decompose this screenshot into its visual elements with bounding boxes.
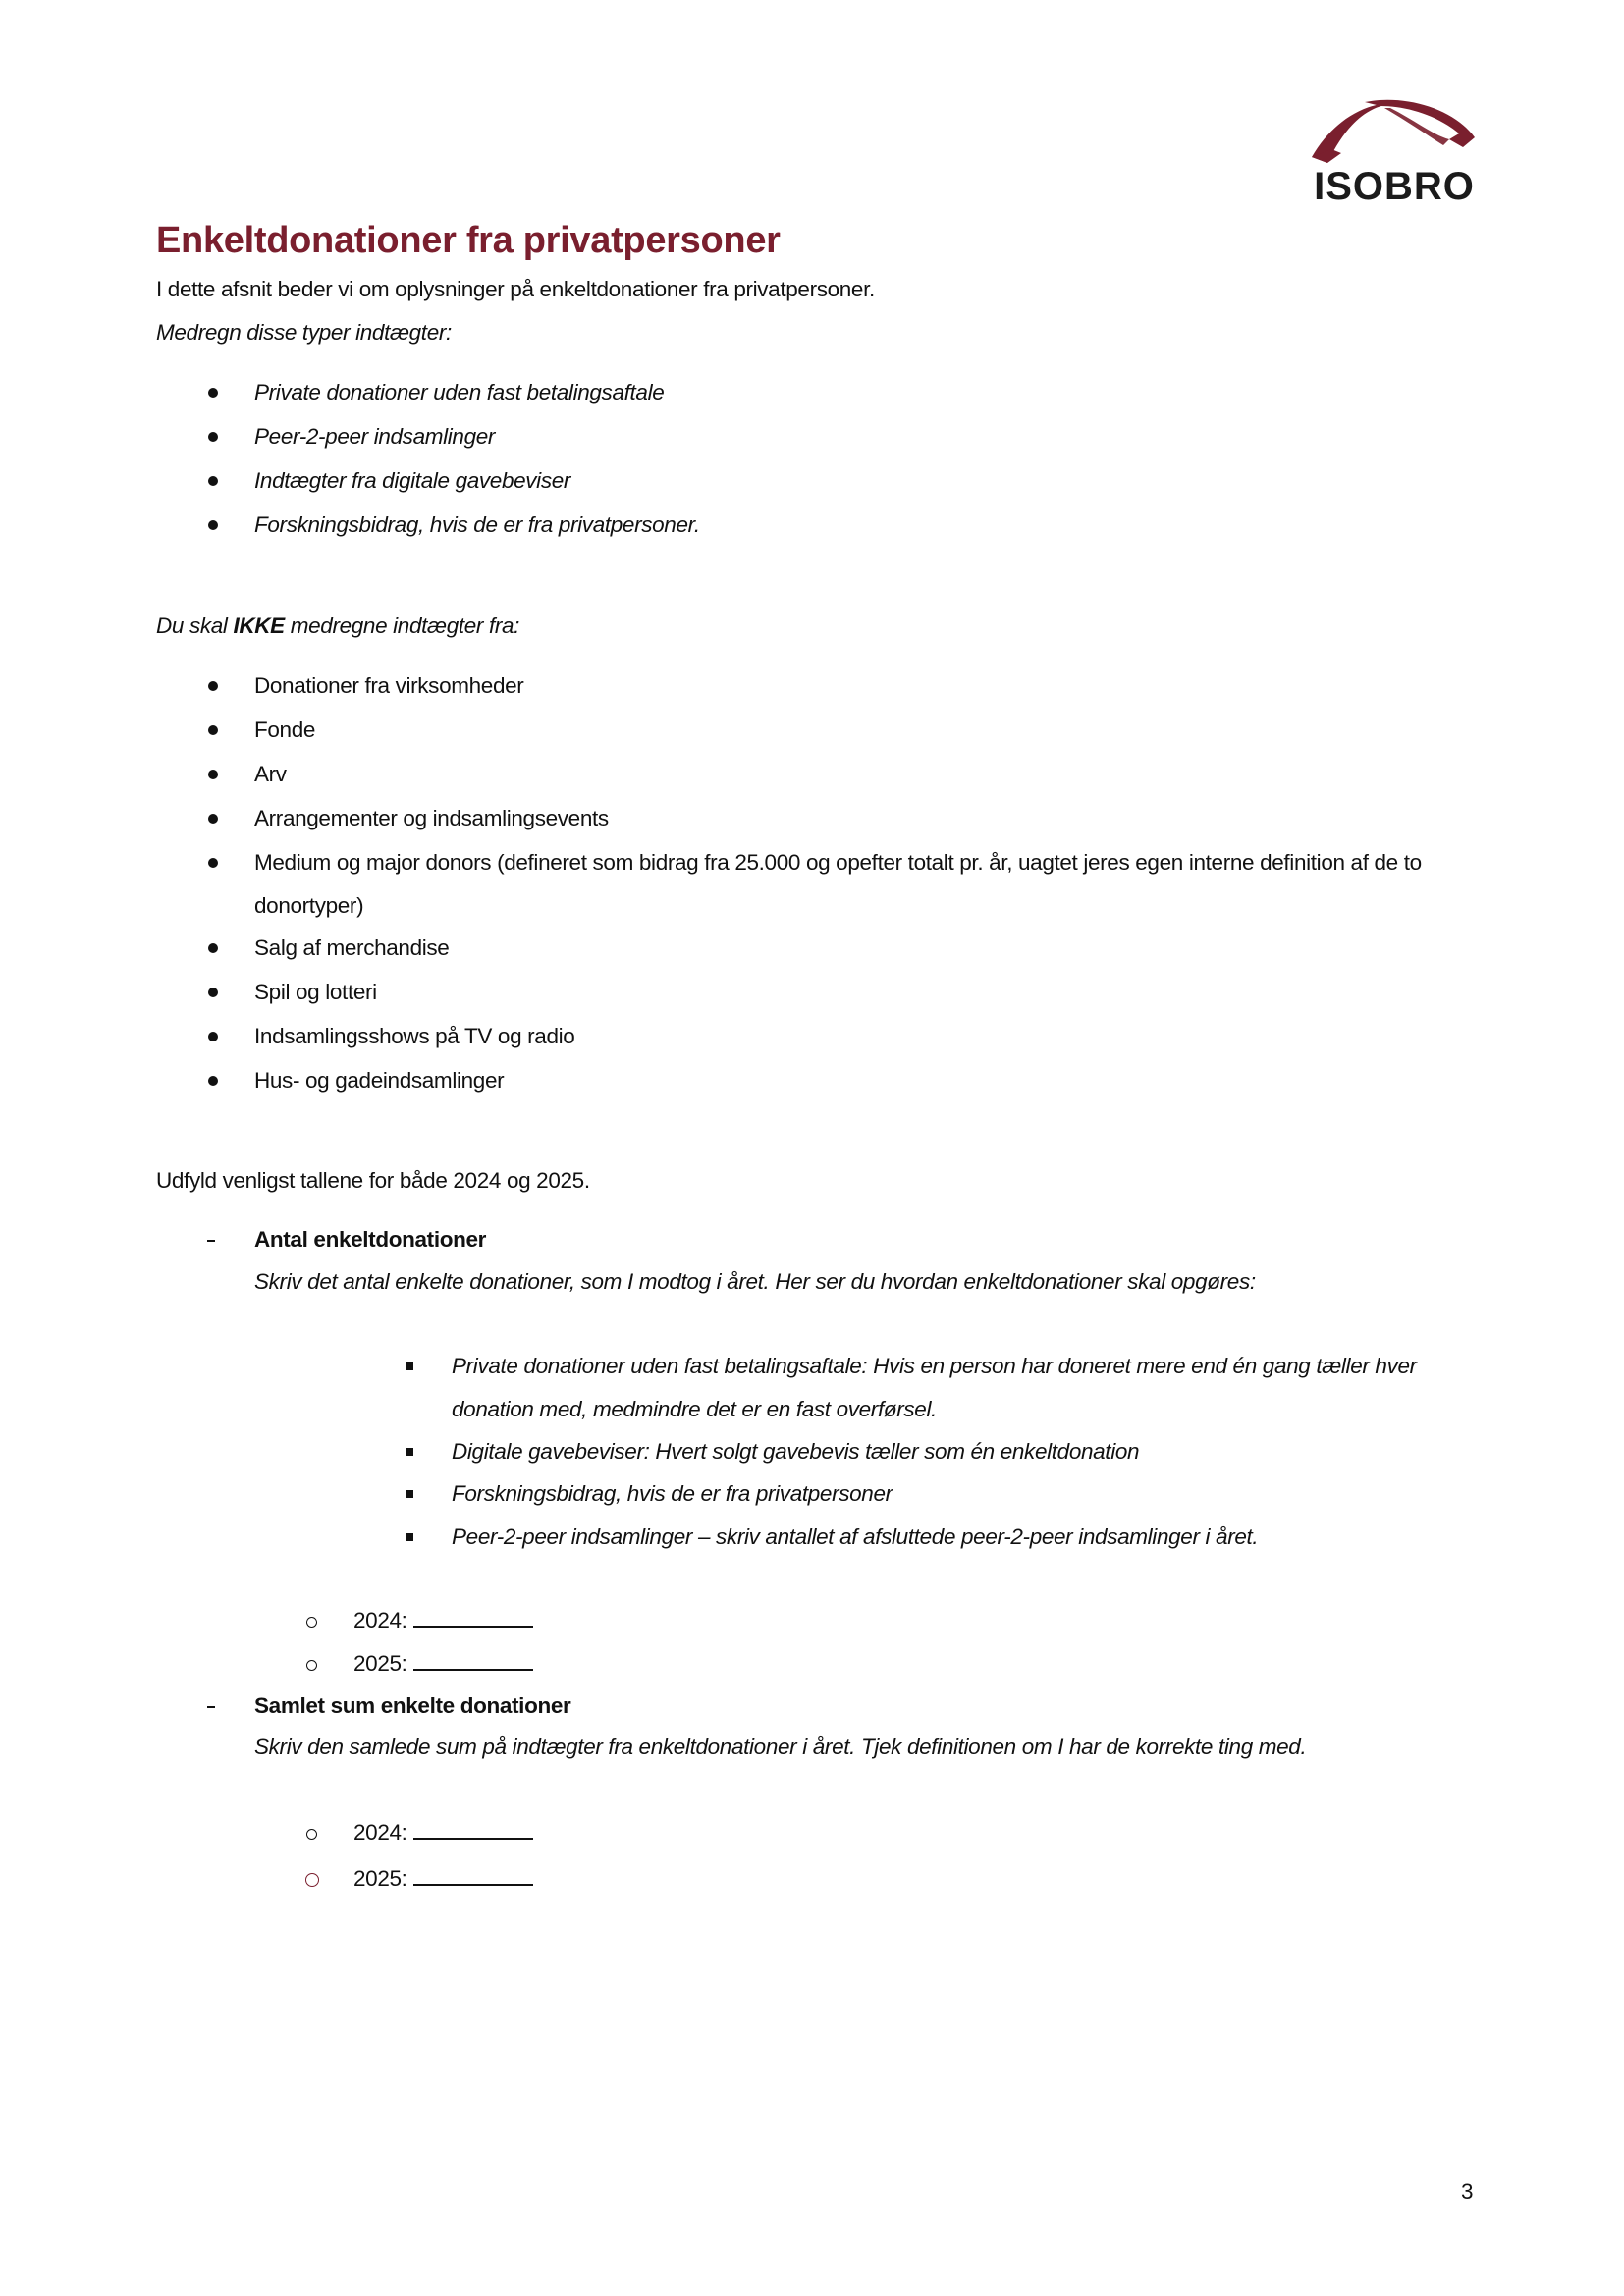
list-item: Arv [254,762,287,786]
bullet-icon [208,388,218,398]
bullet-icon [208,1032,218,1041]
list-item: Forskningsbidrag, hvis de er fra privatpersoner. [254,512,700,537]
list-item: Salg af merchandise [254,935,450,960]
square-bullet-icon [406,1362,413,1370]
include-label: Medregn disse typer indtægter: [156,320,452,345]
blank-line[interactable] [413,1858,533,1886]
blank-line[interactable] [413,1643,533,1671]
bullet-icon [208,432,218,442]
list-item: Hus- og gadeindsamlinger [254,1068,505,1093]
exclude-label [156,605,519,648]
square-bullet-icon [406,1490,413,1498]
list-item: Fonde [254,718,316,742]
field-2025[interactable] [353,1857,533,1900]
fill-instruction: Udfyld venligst tallene for både 2024 og 2025. [156,1168,590,1193]
bullet-icon [208,725,218,735]
field-2024[interactable] [353,1811,533,1854]
section-description: Skriv den samlede sum på indtægter fra enkeltdonationer i året. Tjek definitionen om I har de korrekte ting med. [254,1735,1307,1759]
bullet-icon [208,681,218,691]
exclude-label-bold: IKKE [233,614,285,638]
sub-item: Forskningsbidrag, hvis de er fra privatpersoner [452,1481,893,1506]
bullet-icon [208,814,218,824]
intro-text: I dette afsnit beder vi om oplysninger på enkeltdonationer fra privatpersoner. [156,277,875,301]
list-item: Private donationer uden fast betalingsaftale [254,380,665,404]
list-item: Peer-2-peer indsamlinger [254,424,496,449]
field-label: 2025: [353,1866,407,1891]
dash-icon [207,1240,215,1242]
page-heading: Enkeltdonationer fra privatpersoner [156,220,781,261]
circle-bullet-icon [306,1617,317,1628]
dash-icon [207,1706,215,1708]
list-item: Donationer fra virksomheder [254,673,524,698]
list-item: Spil og lotteri [254,980,377,1004]
bullet-icon [208,943,218,953]
list-item: Arrangementer og indsamlingsevents [254,806,609,830]
sub-item: Private donationer uden fast betalingsaftale: Hvis en person har doneret mere end én gang tæller hver donation med, medmindre det er en fast overførsel. [452,1354,1417,1421]
bullet-icon [208,988,218,997]
bullet-icon [208,858,218,868]
list-item: Indsamlingsshows på TV og radio [254,1024,575,1048]
circle-bullet-icon [305,1873,319,1887]
bullet-icon [208,476,218,486]
bullet-icon [208,770,218,779]
sub-item: Peer-2-peer indsamlinger – skriv antallet af afsluttede peer-2-peer indsamlinger i året. [452,1524,1259,1549]
field-2024[interactable] [353,1599,533,1642]
list-item: Medium og major donors (defineret som bidrag fra 25.000 og opefter totalt pr. år, uagtet jeres egen interne definition af de to donortyper) [254,850,1422,918]
exclude-label-post: medregne indtægter fra: [284,614,520,638]
section-description: Skriv det antal enkelte donationer, som I modtog i året. Her ser du hvordan enkeltdonationer skal opgøres: [254,1269,1256,1294]
field-2025[interactable] [353,1642,533,1685]
blank-line[interactable] [413,1812,533,1840]
square-bullet-icon [406,1448,413,1456]
circle-bullet-icon [306,1829,317,1840]
field-label: 2024: [353,1820,407,1844]
exclude-label-pre: Du skal [156,614,234,638]
page-number: 3 [1461,2179,1474,2204]
circle-bullet-icon [306,1660,317,1671]
bullet-icon [208,520,218,530]
section-title: Samlet sum enkelte donationer [254,1693,571,1718]
list-item: Indtægter fra digitale gavebeviser [254,468,571,493]
field-label: 2025: [353,1651,407,1676]
bullet-icon [208,1076,218,1086]
logo-text: ISOBRO [1314,165,1475,208]
field-label: 2024: [353,1608,407,1632]
square-bullet-icon [406,1533,413,1541]
sub-item: Digitale gavebeviser: Hvert solgt gavebevis tæller som én enkeltdonation [452,1439,1140,1464]
blank-line[interactable] [413,1600,533,1628]
section-title: Antal enkeltdonationer [254,1227,487,1252]
